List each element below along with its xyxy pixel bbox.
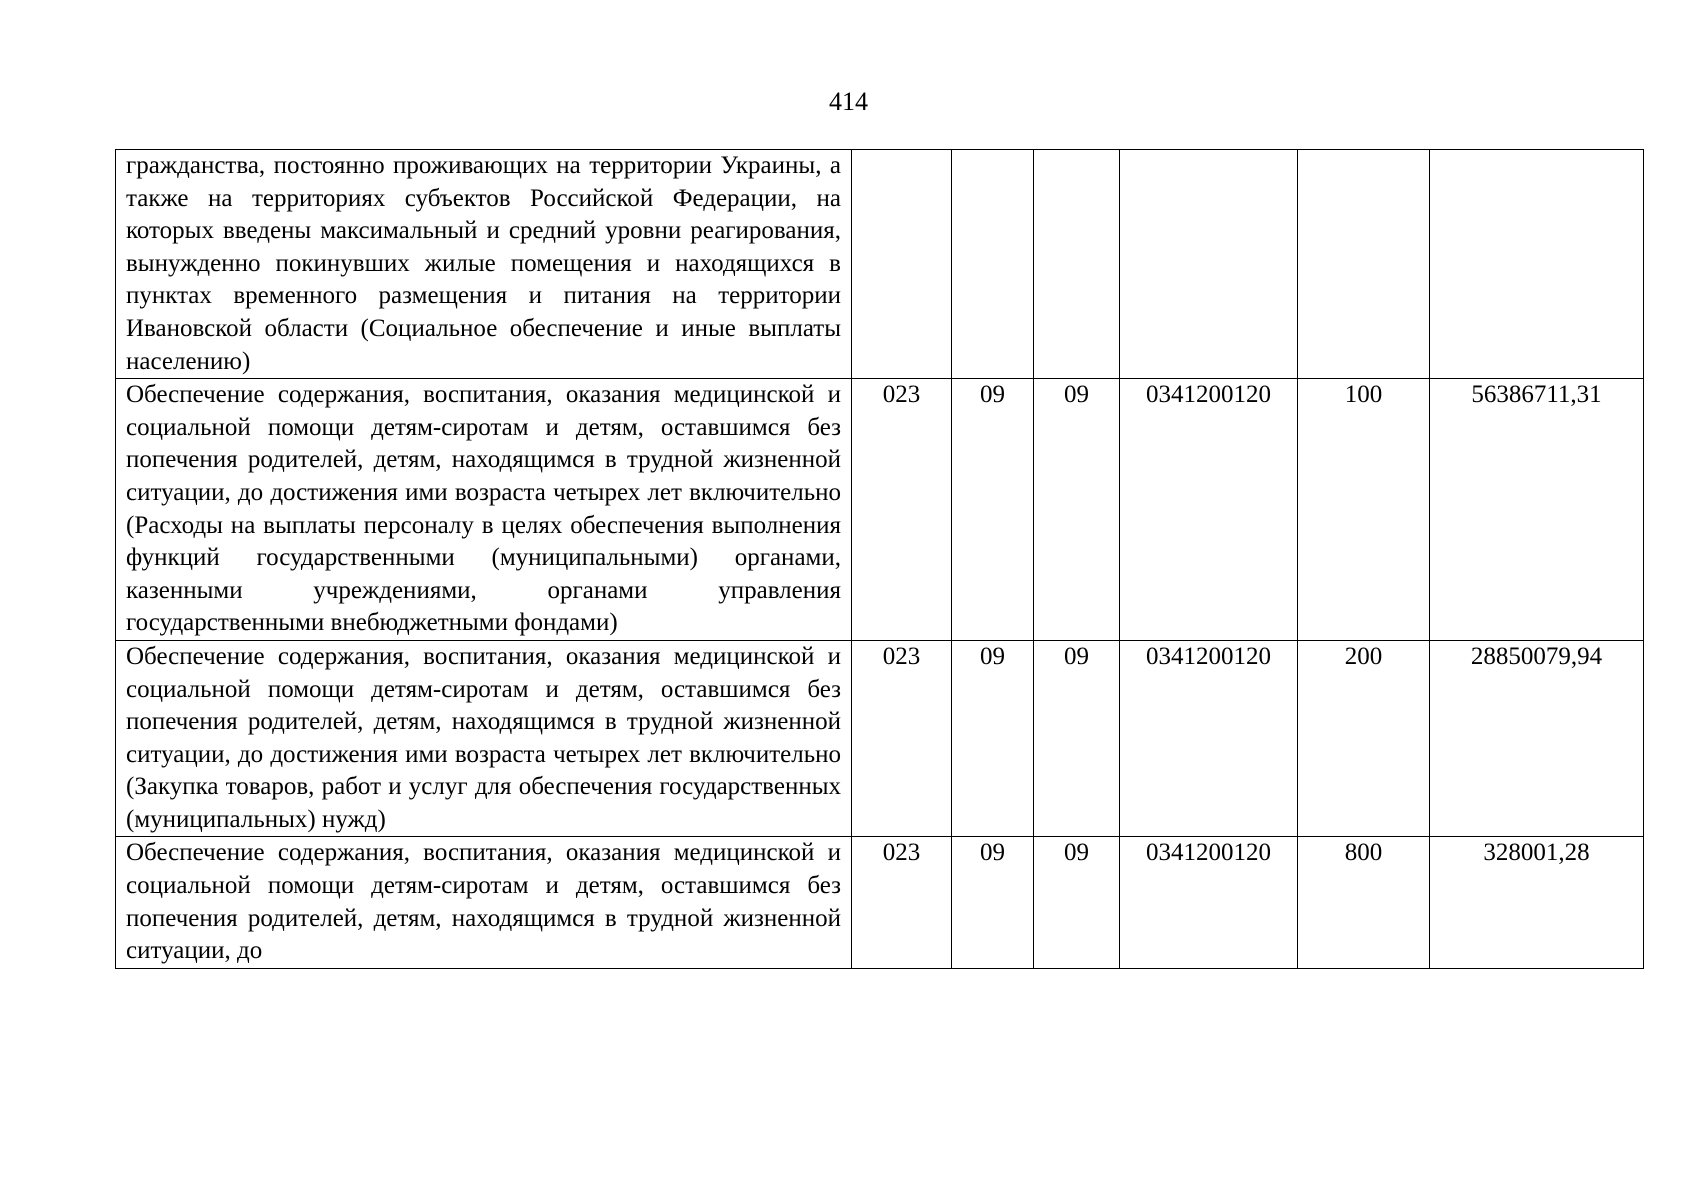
target-article-cell: 0341200120: [1120, 640, 1298, 837]
description-cell: Обеспечение содержания, воспитания, оказания медицинской и социальной помощи детям-сиротам и детям, оставшимся без попечения родителей, детям, находящимся в трудной жизненной ситуации, до достижения ими возраста четырех лет включительно (Закупка товаров, работ и услуг для обеспечения государственных (муниципальных) нужд): [116, 640, 852, 837]
description-cell: Обеспечение содержания, воспитания, оказания медицинской и социальной помощи детям-сиротам и детям, оставшимся без попечения родителей, детям, находящимся в трудной жизненной ситуации, до достижения ими возраста четырех лет включительно (Расходы на выплаты персоналу в целях обеспечения выполнения функций государственными (муниципальными) органами, казенными учреждениями, органами управления государственными внебюджетными фондами): [116, 379, 852, 641]
section-code-cell: 09: [952, 640, 1034, 837]
table-row: [116, 640, 1644, 837]
expense-type-cell: 100: [1298, 379, 1430, 641]
subsection-code-cell: 09: [1034, 640, 1120, 837]
page-number: 414: [829, 87, 868, 116]
table-row: [116, 837, 1644, 968]
expense-type-cell: 200: [1298, 640, 1430, 837]
subsection-code-cell: [1034, 150, 1120, 379]
section-code-cell: 09: [952, 379, 1034, 641]
amount-cell: 28850079,94: [1430, 640, 1644, 837]
amount-cell: [1430, 150, 1644, 379]
description-cell: гражданства, постоянно проживающих на территории Украины, а также на территориях субъектов Российской Федерации, на которых введены максимальный и средний уровни реагирования, вынужденно покинувших жилые помещения и находящихся в пунктах временного размещения и питания на территории Ивановской области (Социальное обеспечение и иные выплаты населению): [116, 150, 852, 379]
budget-table: [115, 149, 1644, 969]
description-cell: Обеспечение содержания, воспитания, оказания медицинской и социальной помощи детям-сиротам и детям, оставшимся без попечения родителей, детям, находящимся в трудной жизненной ситуации, до: [116, 837, 852, 968]
target-article-cell: [1120, 150, 1298, 379]
subsection-code-cell: 09: [1034, 837, 1120, 968]
target-article-cell: 0341200120: [1120, 837, 1298, 968]
expense-type-cell: 800: [1298, 837, 1430, 968]
ministry-code-cell: 023: [852, 379, 952, 641]
expense-type-cell: [1298, 150, 1430, 379]
amount-cell: 56386711,31: [1430, 379, 1644, 641]
subsection-code-cell: 09: [1034, 379, 1120, 641]
section-code-cell: 09: [952, 837, 1034, 968]
ministry-code-cell: 023: [852, 640, 952, 837]
ministry-code-cell: [852, 150, 952, 379]
target-article-cell: 0341200120: [1120, 379, 1298, 641]
amount-cell: 328001,28: [1430, 837, 1644, 968]
ministry-code-cell: 023: [852, 837, 952, 968]
table-row: [116, 150, 1644, 379]
section-code-cell: [952, 150, 1034, 379]
table-row: [116, 379, 1644, 641]
